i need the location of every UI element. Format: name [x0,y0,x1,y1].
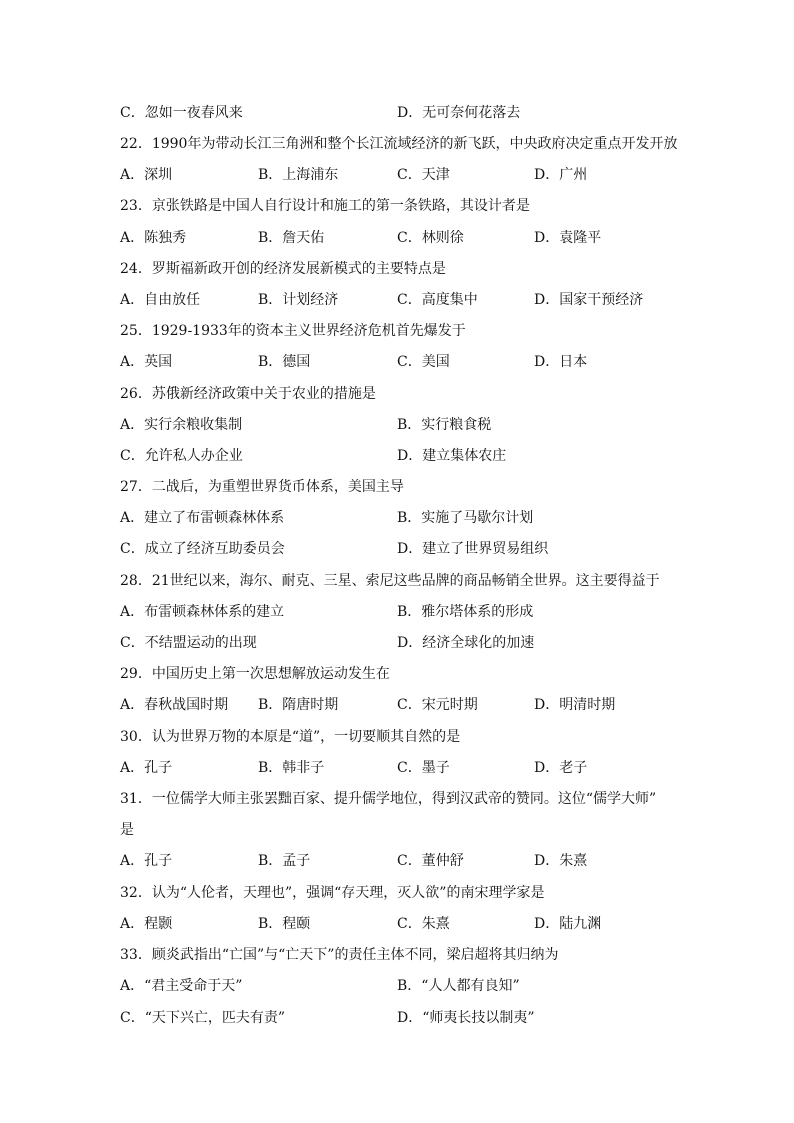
option-b: B．韩非子 [258,760,325,776]
question-stem: 32．认为“人伦者，天理也”，强调“存天理，灭人欲”的南宋理学家是 [120,885,545,901]
option-c: C．“天下兴亡，匹夫有责” [120,1010,286,1026]
option-c: C．朱熹 [397,916,450,932]
option-b: B．实行粮食税 [397,417,492,433]
option-d: D．陆九渊 [534,916,602,932]
option-b: B．德国 [258,354,311,370]
option-d: D．日本 [534,354,588,370]
question-stem: 29．中国历史上第一次思想解放运动发生在 [120,666,390,682]
question-stem: 26．苏俄新经济政策中关于农业的措施是 [120,386,376,402]
question-stem: 27．二战后，为重塑世界货币体系，美国主导 [120,479,404,495]
option-row [120,289,680,311]
option-b: B．上海浦东 [258,167,339,183]
option-b: B．实施了马歇尔计划 [397,510,534,526]
option-a: A．程颢 [120,916,173,932]
option-d: D．朱熹 [534,853,588,869]
option-d: D．袁隆平 [534,230,602,246]
option-row [120,975,680,997]
option-d: D．明清时期 [534,697,616,713]
option-row [120,913,680,935]
option-a: A．英国 [120,354,173,370]
option-a: A．布雷顿森林体系的建立 [120,604,285,620]
question-stem-continuation: 是 [120,822,134,838]
option-row [120,227,680,249]
option-a: A．“君主受命于天” [120,978,243,994]
option-row [120,445,680,467]
option-row [120,507,680,529]
question-stem: 23．京张铁路是中国人自行设计和施工的第一条铁路，其设计者是 [120,198,530,214]
option-a: A．孔子 [120,760,173,776]
option-row [120,351,680,373]
question-stem: 31．一位儒学大师主张罢黜百家、提升儒学地位，得到汉武帝的赞同。这位“儒学大师” [120,791,657,807]
option-c: C．宋元时期 [397,697,478,713]
option-row [120,414,680,436]
question-stem: 28．21世纪以来，海尔、耐克、三星、索尼这些品牌的商品畅销全世界。这主要得益于 [120,573,660,589]
option-b: B．程颐 [258,916,311,932]
option-c: C．林则徐 [397,230,464,246]
option-d: D．无可奈何花落去 [397,105,521,121]
question-stem: 25．1929-1933年的资本主义世界经济危机首先爆发于 [120,323,466,339]
option-c: C．董仲舒 [397,853,464,869]
option-row [120,164,680,186]
option-b: B．詹天佑 [258,230,325,246]
option-b: B．孟子 [258,853,311,869]
option-b: B．隋唐时期 [258,697,339,713]
question-stem: 22．1990年为带动长江三角洲和整个长江流域经济的新飞跃，中央政府决定重点开发开放 [120,136,678,152]
option-row [120,850,680,872]
option-c: C．墨子 [397,760,450,776]
option-d: D．经济全球化的加速 [397,635,535,651]
option-row [120,102,680,124]
option-a: A．陈独秀 [120,230,187,246]
question-stem: 24．罗斯福新政开创的经济发展新模式的主要特点是 [120,261,446,277]
option-c: C．高度集中 [397,292,478,308]
option-b: B．计划经济 [258,292,339,308]
option-c: C．允许私人办企业 [120,448,243,464]
option-row [120,632,680,654]
option-row [120,538,680,560]
option-c: C．不结盟运动的出现 [120,635,257,651]
option-row [120,757,680,779]
option-a: A．实行余粮收集制 [120,417,243,433]
option-a: A．深圳 [120,167,173,183]
option-c: C．成立了经济互助委员会 [120,541,285,557]
option-c: C．天津 [397,167,450,183]
option-b: B．雅尔塔体系的形成 [397,604,534,620]
question-stem: 30．认为世界万物的本原是“道”，一切要顺其自然的是 [120,729,461,745]
option-d: D．建立集体农庄 [397,448,507,464]
option-c: C．忽如一夜春风来 [120,105,243,121]
option-d: D．建立了世界贸易组织 [397,541,549,557]
option-a: A．建立了布雷顿森林体系 [120,510,285,526]
option-b: B．“人人都有良知” [397,978,520,994]
option-a: A．自由放任 [120,292,201,308]
option-d: D．广州 [534,167,588,183]
option-d: D．“师夷长技以制夷” [397,1010,535,1026]
option-a: A．春秋战国时期 [120,697,229,713]
option-row [120,601,680,623]
option-d: D．国家干预经济 [534,292,644,308]
option-d: D．老子 [534,760,588,776]
option-row [120,1007,680,1029]
option-a: A．孔子 [120,853,173,869]
option-c: C．美国 [397,354,450,370]
option-row [120,694,680,716]
question-stem: 33．顾炎武指出“亡国”与“亡天下”的责任主体不同，梁启超将其归纳为 [120,947,559,963]
